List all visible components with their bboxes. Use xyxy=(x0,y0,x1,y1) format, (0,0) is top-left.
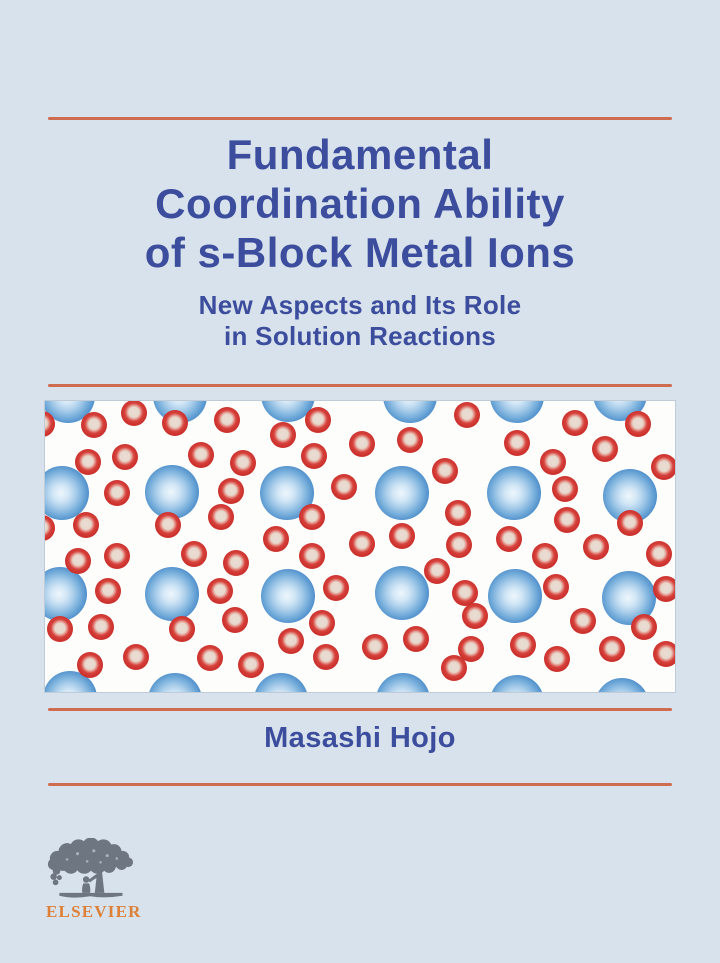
red-ion-dot xyxy=(403,626,429,652)
red-ion-dot xyxy=(504,430,530,456)
divider-line-top xyxy=(48,117,672,120)
metal-ion-sphere xyxy=(490,675,544,692)
subtitle-line-1: New Aspects and Its Role xyxy=(198,290,522,320)
red-ion-dot xyxy=(299,504,325,530)
metal-ion-sphere xyxy=(490,401,544,423)
red-ion-dot xyxy=(543,574,569,600)
red-ion-dot xyxy=(301,443,327,469)
red-ion-dot xyxy=(362,634,388,660)
red-ion-dot xyxy=(554,507,580,533)
red-ion-dot xyxy=(562,410,588,436)
red-ion-dot xyxy=(81,412,107,438)
red-ion-dot xyxy=(631,614,657,640)
subtitle-line-2: in Solution Reactions xyxy=(223,321,497,351)
red-ion-dot xyxy=(75,449,101,475)
divider-line-above-author xyxy=(48,708,672,711)
red-ion-dot xyxy=(73,512,99,538)
divider-line-below-author xyxy=(48,783,672,786)
red-ion-dot xyxy=(299,543,325,569)
red-ion-dot xyxy=(349,531,375,557)
red-ion-dot xyxy=(270,422,296,448)
red-ion-dot xyxy=(104,480,130,506)
red-ion-dot xyxy=(222,607,248,633)
red-ion-dot xyxy=(47,616,73,642)
title-line-1: Fundamental xyxy=(226,131,494,178)
book-subtitle xyxy=(0,290,720,352)
red-ion-dot xyxy=(162,410,188,436)
molecular-illustration xyxy=(45,401,675,692)
red-ion-dot xyxy=(112,444,138,470)
publisher-logo xyxy=(46,838,142,922)
red-ion-dot xyxy=(218,478,244,504)
red-ion-dot xyxy=(646,541,672,567)
red-ion-dot xyxy=(540,449,566,475)
divider-line-above-illustration xyxy=(48,384,672,387)
red-ion-dot xyxy=(181,541,207,567)
red-ion-dot xyxy=(617,510,643,536)
red-ion-dot xyxy=(441,655,467,681)
red-ion-dot xyxy=(214,407,240,433)
metal-ion-sphere xyxy=(375,566,429,620)
red-ion-dot xyxy=(349,431,375,457)
red-ion-dot xyxy=(230,450,256,476)
red-ion-dot xyxy=(552,476,578,502)
metal-ion-sphere xyxy=(261,569,315,623)
red-ion-dot xyxy=(544,646,570,672)
book-title xyxy=(0,130,720,277)
red-ion-dot xyxy=(309,610,335,636)
red-ion-dot xyxy=(305,407,331,433)
red-ion-dot xyxy=(445,500,471,526)
metal-ion-sphere xyxy=(148,673,202,692)
red-ion-dot xyxy=(583,534,609,560)
red-ion-dot xyxy=(238,652,264,678)
red-ion-dot xyxy=(510,632,536,658)
red-ion-dot xyxy=(592,436,618,462)
red-ion-dot xyxy=(313,644,339,670)
metal-ion-sphere xyxy=(376,673,430,692)
red-ion-dot xyxy=(653,641,675,667)
red-ion-dot xyxy=(155,512,181,538)
red-ion-dot xyxy=(95,578,121,604)
red-ion-dot xyxy=(88,614,114,640)
metal-ion-sphere xyxy=(595,678,649,692)
red-ion-dot xyxy=(331,474,357,500)
red-ion-dot xyxy=(625,411,651,437)
metal-ion-sphere xyxy=(254,673,308,692)
red-ion-dot xyxy=(532,543,558,569)
elsevier-tree-icon xyxy=(46,838,134,900)
red-ion-dot xyxy=(570,608,596,634)
red-ion-dot xyxy=(389,523,415,549)
red-ion-dot xyxy=(424,558,450,584)
red-ion-dot xyxy=(651,454,675,480)
metal-ion-sphere xyxy=(375,466,429,520)
metal-ion-sphere xyxy=(45,567,87,621)
red-ion-dot xyxy=(223,550,249,576)
red-ion-dot xyxy=(446,532,472,558)
red-ion-dot xyxy=(278,628,304,654)
red-ion-dot xyxy=(65,548,91,574)
red-ion-dot xyxy=(263,526,289,552)
metal-ion-sphere xyxy=(145,465,199,519)
title-line-3: of s-Block Metal Ions xyxy=(144,229,576,276)
red-ion-dot xyxy=(599,636,625,662)
metal-ion-sphere xyxy=(487,466,541,520)
metal-ion-sphere xyxy=(145,567,199,621)
metal-ion-sphere xyxy=(488,569,542,623)
red-ion-dot xyxy=(397,427,423,453)
red-ion-dot xyxy=(208,504,234,530)
publisher-name: ELSEVIER xyxy=(46,902,142,921)
red-ion-dot xyxy=(462,603,488,629)
red-ion-dot xyxy=(454,402,480,428)
red-ion-dot xyxy=(323,575,349,601)
red-ion-dot xyxy=(432,458,458,484)
red-ion-dot xyxy=(653,576,675,602)
red-ion-dot xyxy=(197,645,223,671)
red-ion-dot xyxy=(188,442,214,468)
title-line-2: Coordination Ability xyxy=(155,180,565,227)
metal-ion-sphere xyxy=(383,401,437,423)
red-ion-dot xyxy=(496,526,522,552)
red-ion-dot xyxy=(123,644,149,670)
author-name: Masashi Hojo xyxy=(264,722,456,754)
red-ion-dot xyxy=(104,543,130,569)
red-ion-dot xyxy=(121,401,147,426)
red-ion-dot xyxy=(169,616,195,642)
red-ion-dot xyxy=(77,652,103,678)
red-ion-dot xyxy=(207,578,233,604)
